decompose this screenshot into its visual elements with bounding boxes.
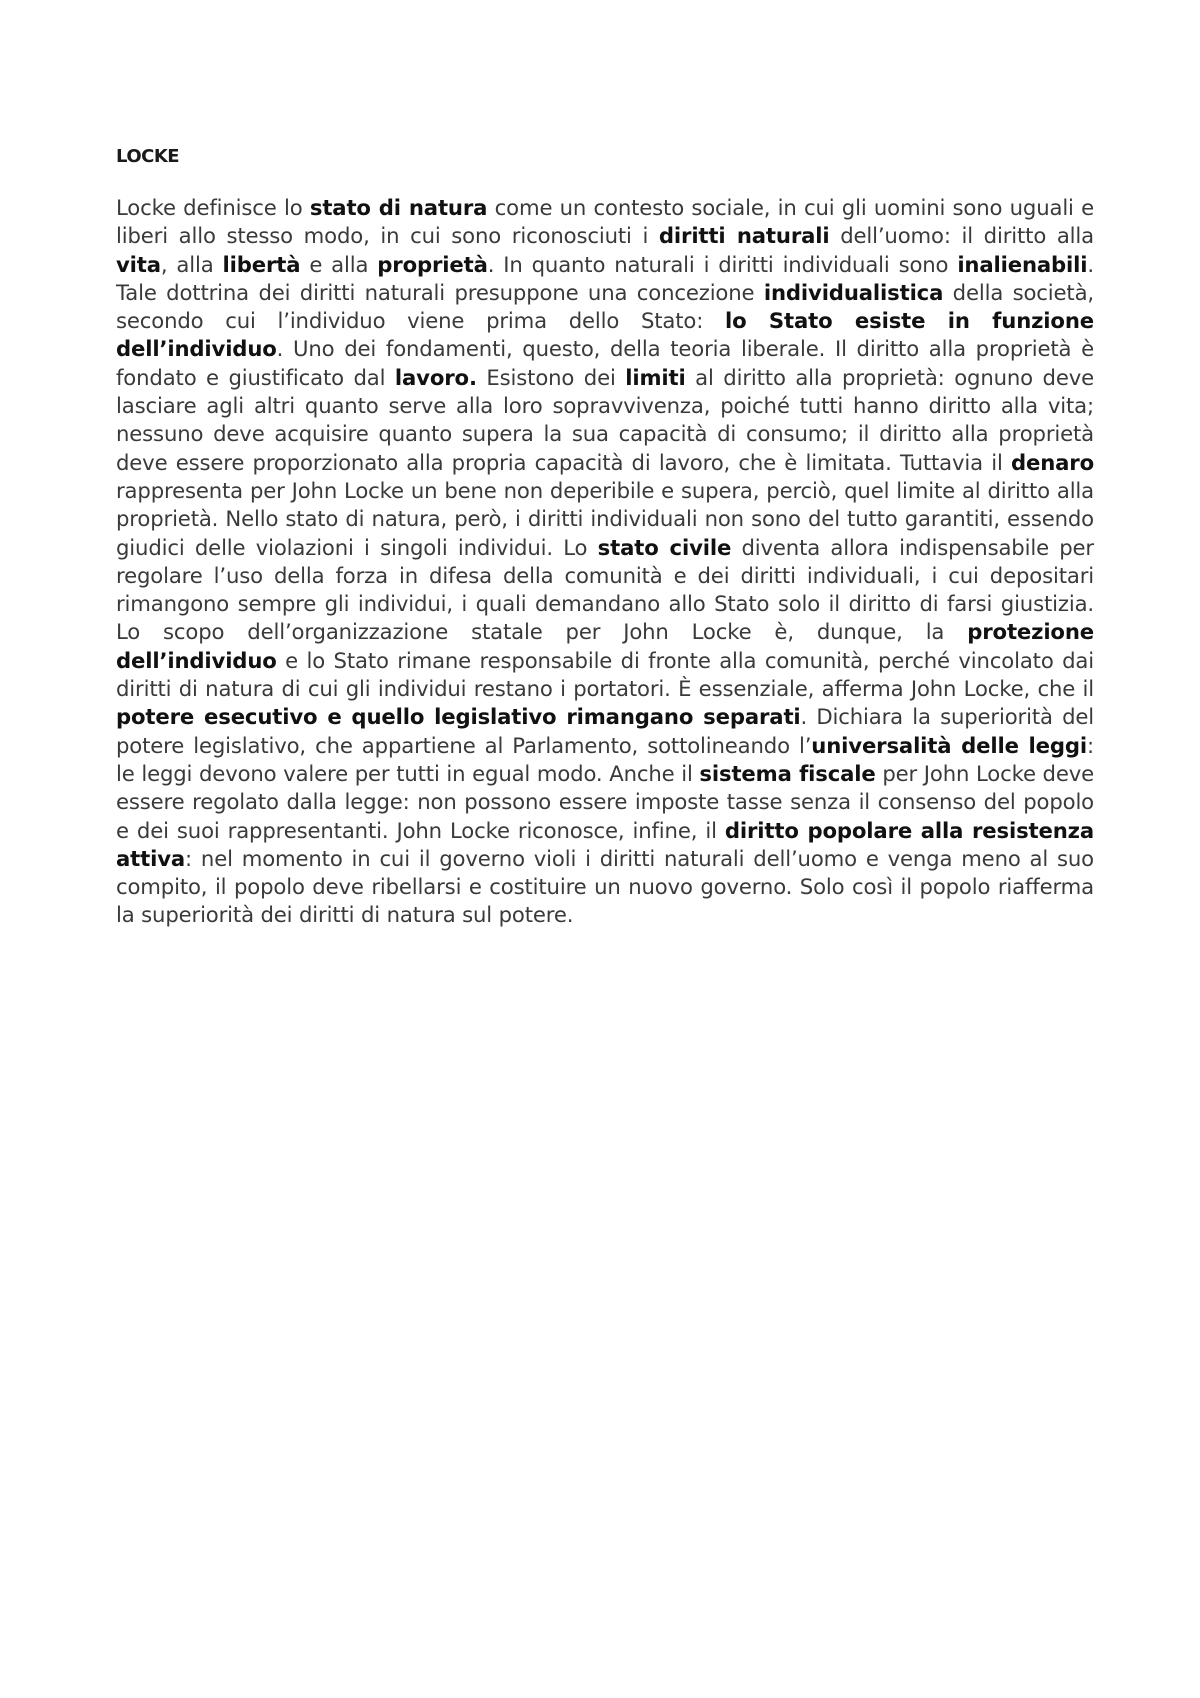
bold-term: denaro: [1010, 449, 1094, 475]
bold-term: individualistica: [763, 279, 944, 305]
bold-term: potere esecutivo e quello legislativo rimangano separati: [116, 704, 801, 730]
text-run: : nel momento in cui il governo violi i diritti naturali dell’uomo e venga meno al suo compito, il popolo deve ribellarsi e costituire un nuovo governo. Solo così il popolo riafferma la superiorità dei diritti di natura sul potere.: [116, 845, 1094, 928]
bold-term: limiti: [625, 364, 686, 390]
text-run: . Uno dei fondamenti, questo, della teoria liberale. Il diritto alla proprietà è fondato e giustificato dal: [116, 336, 1094, 390]
text-run: e lo Stato rimane responsabile di fronte alla comunità, perché vincolato dai diritti di natura di cui gli individui restano i portatori. È essenziale, afferma John Locke, che il: [116, 647, 1094, 702]
text-run: . In quanto naturali i diritti individuali sono: [487, 251, 958, 277]
text-run: diventa allora indispensabile per regolare l’uso della forza in difesa della comunità e dei diritti individuali, i cui depositari rimangono sempre gli individui, i quali demandano allo Stato solo il diritto di farsi giustizia. Lo scopo dell’organizzazione statale per John Locke è, dunque, la: [116, 534, 1094, 645]
bold-term: proprietà: [377, 251, 488, 277]
text-run: rappresenta per John Locke un bene non deperibile e supera, perciò, quel limite al diritto alla proprietà. Nello stato di natura, però, i diritti individuali non sono del tutto garantiti, essendo giudici delle violazioni i singoli individui. Lo: [116, 477, 1094, 560]
text-run: della società, secondo cui l’individuo viene prima dello Stato:: [116, 279, 1095, 334]
bold-term: stato di natura: [309, 195, 488, 220]
text-run: : le leggi devono valere per tutti in egual modo. Anche il: [116, 732, 1094, 786]
bold-term: lavoro.: [394, 364, 477, 390]
text-run: Locke definisce lo: [116, 195, 310, 220]
text-run: , alla: [160, 251, 223, 277]
bold-term: lo Stato esiste in funzione dell’individuo: [116, 308, 1094, 362]
bold-term: libertà: [222, 251, 301, 277]
text-run: per John Locke deve essere regolato dalla legge: non possono essere imposte tasse senza il consenso del popolo e dei suoi rappresentanti. John Locke riconosce, infine, il: [116, 760, 1094, 843]
text-run: e alla: [300, 251, 378, 277]
text-run: Esistono dei: [476, 364, 626, 390]
bold-term: diritti naturali: [658, 223, 830, 249]
bold-term: stato civile: [597, 534, 732, 560]
body-paragraph: [116, 194, 1094, 930]
bold-term: inalienabili: [957, 251, 1088, 277]
text-run: al diritto alla proprietà: ognuno deve lasciare agli altri quanto serve alla loro sopravvivenza, poiché tutti hanno diritto alla vita; nessuno deve acquisire quanto supera la sua capacità di consumo; il diritto alla proprietà deve essere proporzionato alla propria capacità di lavoro, che è limitata. Tuttavia il: [116, 364, 1094, 475]
bold-term: universalità delle leggi: [811, 732, 1087, 758]
text-run: dell’uomo: il diritto alla: [829, 223, 1094, 249]
bold-term: diritto popolare alla resistenza attiva: [116, 817, 1094, 871]
bold-term: protezione dell’individuo: [116, 619, 1094, 673]
bold-term: vita: [116, 251, 161, 277]
text-run: . Dichiara la superiorità del potere legislativo, che appartiene al Parlamento, sottolineando l’: [116, 704, 1094, 758]
text-run: come un contesto sociale, in cui gli uomini sono uguali e liberi allo stesso modo, in cui sono riconosciuti i: [116, 195, 1094, 249]
bold-term: sistema fiscale: [699, 760, 876, 786]
text-run: . Tale dottrina dei diritti naturali presuppone una concezione: [116, 251, 1094, 305]
document-title: LOCKE: [116, 146, 180, 167]
